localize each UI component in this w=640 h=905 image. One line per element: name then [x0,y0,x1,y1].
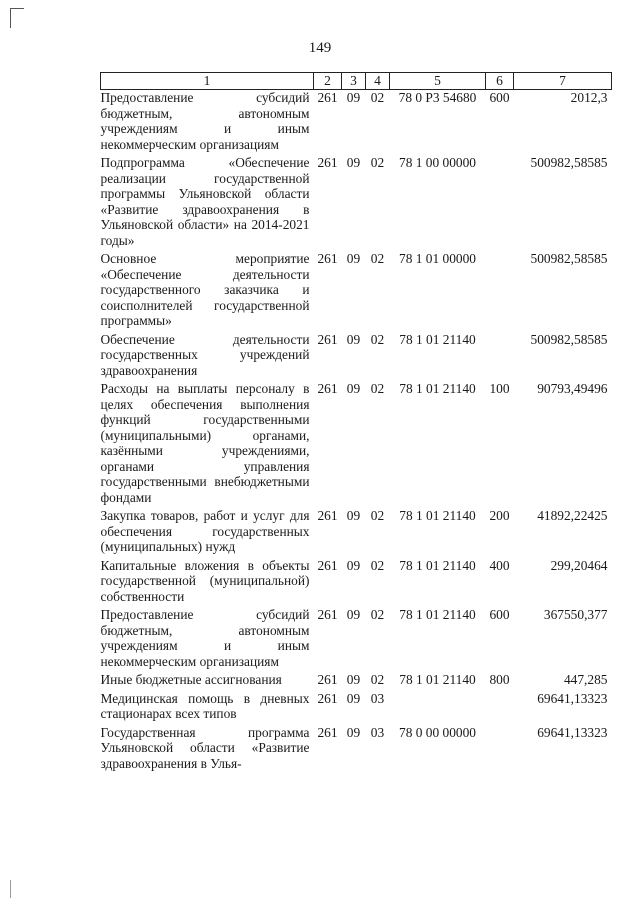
expense-type-code: 200 [489,508,510,523]
subsection-code: 02 [370,90,385,105]
target-article-code: 78 1 00 00000 [399,155,476,170]
subsection-code: 03 [370,724,385,740]
department-code: 261 [317,607,338,622]
section-code: 09 [346,724,361,740]
table-row [101,672,612,691]
amount: 69641,13323 [537,690,608,706]
section-code: 09 [346,381,361,396]
subsection-code: 02 [370,557,385,573]
subsection-code: 02 [370,672,385,687]
amount: 90793,49496 [537,381,608,396]
expense-name: Подпрограмма «Обеспечение реализации государственной программы Ульяновской области «Развитие здравоохранения в Ульяновской области» на 2014-2021 годы» [100,155,310,248]
section-code: 09 [346,508,361,523]
column-header: 2 [314,73,342,90]
column-header: 7 [514,73,612,90]
column-header: 6 [486,73,514,90]
amount: 447,285 [563,672,608,687]
table-row [101,508,612,558]
subsection-code: 02 [370,381,385,396]
target-article-code: 78 0 Р3 54680 [398,90,477,105]
expense-type-code [486,691,514,725]
expense-type-code: 400 [489,557,510,573]
section-code: 09 [346,331,361,347]
expense-name: Предоставление субсидий бюджетным, автономным учреждениям и иным некоммерческим организациям [100,607,310,669]
target-article-code: 78 1 01 21140 [399,331,476,347]
table-row [101,155,612,251]
target-article-code: 78 1 01 21140 [399,557,476,573]
table-row [101,558,612,608]
page-number: 149 [308,40,332,56]
expense-name: Государственная программа Ульяновской области «Развитие здравоохранения в Улья- [100,724,310,771]
section-code: 09 [346,90,361,105]
section-code: 09 [346,672,361,687]
expense-name: Основное мероприятие «Обеспечение деятельности государственного заказчика и соисполнителей государственной программы» [100,251,310,328]
target-article-code: 78 1 01 21140 [399,381,476,396]
amount: 299,20464 [550,557,608,573]
expense-name: Закупка товаров, работ и услуг для обеспечения государственных (муниципальных) нужд [100,508,310,554]
budget-table [100,72,612,774]
expense-type-code [486,251,514,332]
amount: 500982,58585 [530,155,608,170]
section-code: 09 [346,251,361,266]
target-article-code: 78 1 01 00000 [399,251,476,266]
expense-type-code: 600 [489,90,510,105]
amount: 500982,58585 [530,251,608,266]
target-article-code: 78 1 01 21140 [399,672,476,687]
department-code: 261 [317,90,338,105]
scan-corner-mark [10,8,24,9]
expense-type-code [486,332,514,382]
department-code: 261 [317,557,338,573]
table-row [101,381,612,508]
column-header: 5 [390,73,486,90]
department-code: 261 [317,724,338,740]
column-number-header [101,73,612,90]
expense-name: Расходы на выплаты персоналу в целях обеспечения выполнения функций государственными (муниципальными) органами, казёнными учреждениями, органами управления государственными внебюджетными фондами [100,381,310,505]
department-code: 261 [317,690,338,706]
department-code: 261 [317,381,338,396]
subsection-code: 02 [370,607,385,622]
department-code: 261 [317,508,338,523]
expense-name: Медицинская помощь в дневных стационарах всех типов [100,690,310,721]
section-code: 09 [346,607,361,622]
table-row [101,90,612,156]
scan-edge-mark [10,880,11,898]
subsection-code: 02 [370,331,385,347]
expense-name: Обеспечение деятельности государственных учреждений здравоохранения [100,331,310,378]
target-article-code: 78 0 00 00000 [399,724,476,740]
amount: 41892,22425 [537,508,608,523]
target-article-code: 78 1 01 21140 [399,607,476,622]
table-row [101,251,612,332]
amount: 69641,13323 [537,724,608,740]
table-row [101,691,612,725]
subsection-code: 02 [370,508,385,523]
expense-name: Капитальные вложения в объекты государственной (муниципальной) собственности [100,557,310,604]
department-code: 261 [317,331,338,347]
expense-name: Предоставление субсидий бюджетным, автономным учреждениям и иным некоммерческим организациям [100,90,310,152]
subsection-code: 02 [370,251,385,266]
column-header: 1 [101,73,314,90]
subsection-code: 02 [370,155,385,170]
column-header: 3 [342,73,366,90]
expense-type-code [486,725,514,775]
amount: 500982,58585 [530,331,608,347]
expense-type-code: 600 [489,607,510,622]
expense-name: Иные бюджетные ассигнования [100,672,282,687]
department-code: 261 [317,251,338,266]
expense-type-code [486,155,514,251]
department-code: 261 [317,672,338,687]
scan-corner-mark [10,8,11,28]
target-article-code: 78 1 01 21140 [399,508,476,523]
table-row [101,332,612,382]
expense-type-code: 100 [489,381,510,396]
target-article-code [390,691,486,725]
column-header: 4 [366,73,390,90]
amount: 367550,377 [543,607,608,622]
expense-type-code: 800 [489,672,510,687]
table-row [101,725,612,775]
subsection-code: 03 [370,690,385,706]
section-code: 09 [346,690,361,706]
section-code: 09 [346,155,361,170]
table-row [101,607,612,672]
amount: 2012,3 [570,90,608,105]
department-code: 261 [317,155,338,170]
section-code: 09 [346,557,361,573]
